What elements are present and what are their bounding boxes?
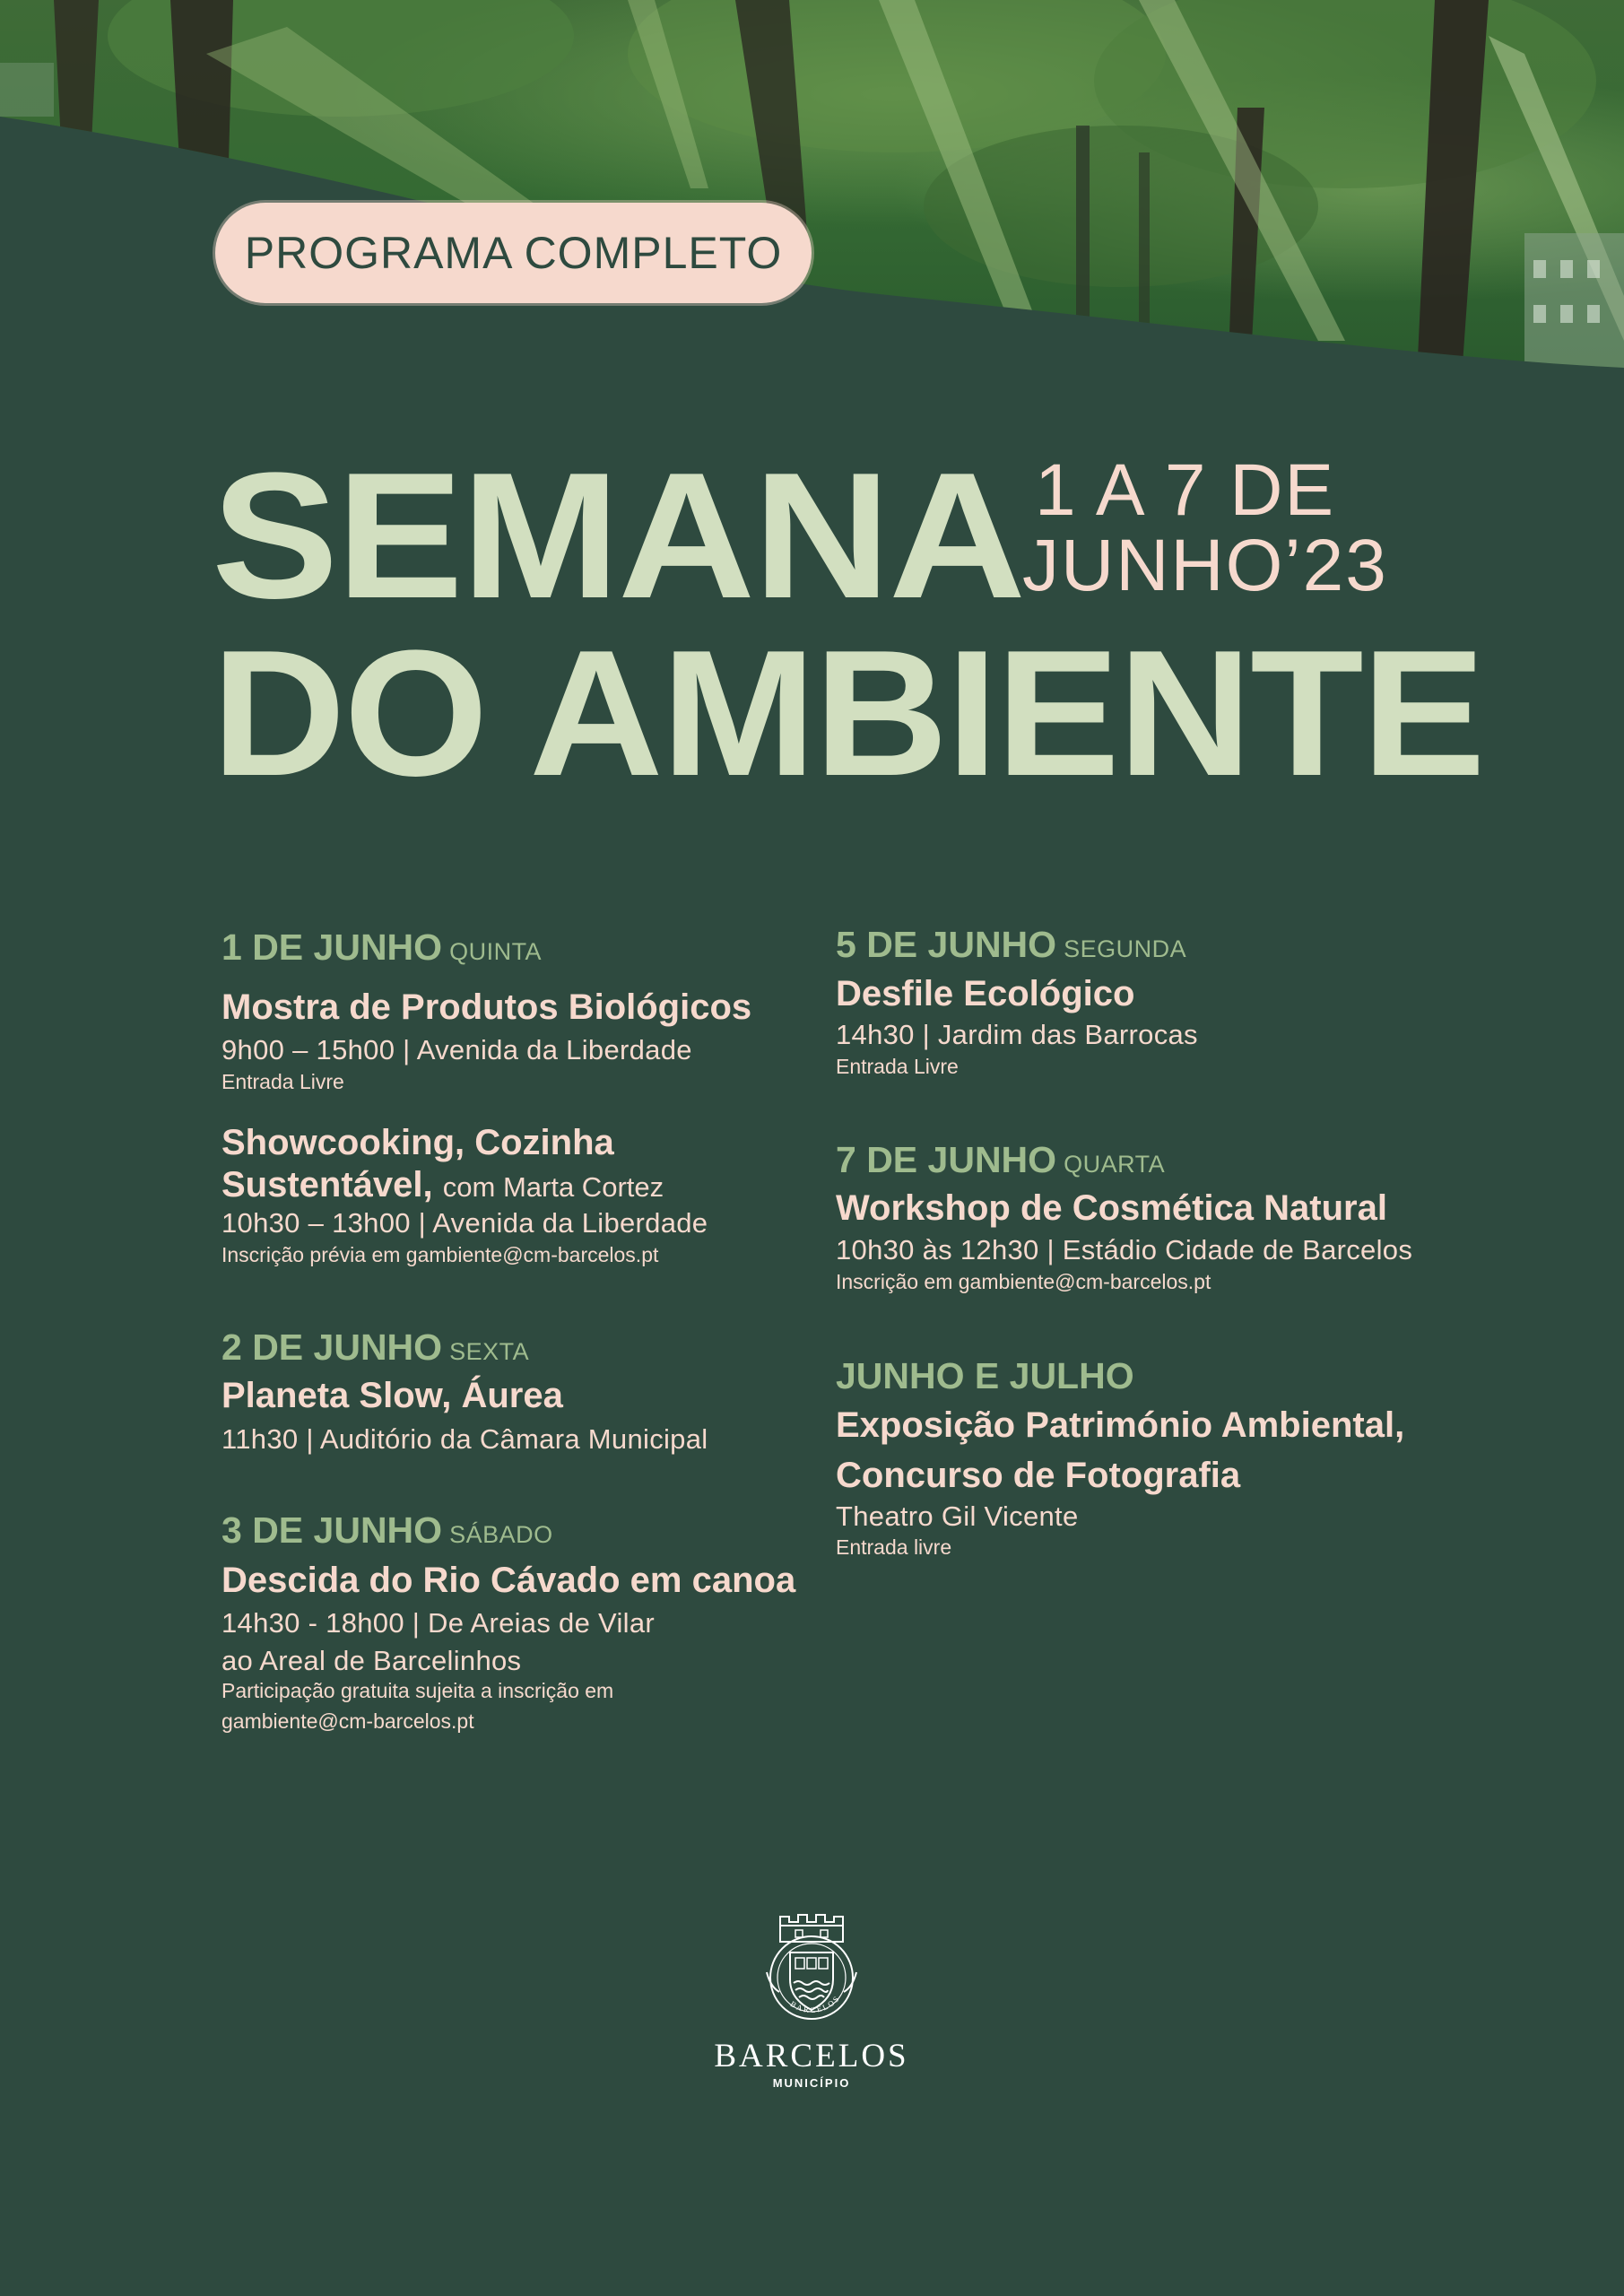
event-info: 9h00 – 15h00 | Avenida da Liberdade <box>221 1034 692 1065</box>
event-title: Exposição Património Ambiental, <box>836 1405 1405 1445</box>
event-title: Mostra de Produtos Biológicos <box>221 987 752 1027</box>
dates-line-2: JUNHO’23 <box>1022 524 1388 606</box>
dates-line-1: 1 A 7 DE <box>1035 449 1336 531</box>
day-heading <box>221 1326 530 1368</box>
barcelos-coat-of-arms <box>708 1906 915 2031</box>
day-date: 7 DE JUNHO <box>836 1139 1057 1180</box>
day-weekday: SEXTA <box>449 1338 530 1365</box>
day-date: 3 DE JUNHO <box>221 1509 443 1551</box>
logo-ring-text: BARCELOS <box>788 1993 842 2015</box>
event-title: Planeta Slow, Áurea <box>221 1376 563 1415</box>
logo-subtitle: MUNICÍPIO <box>772 2076 851 2090</box>
day-heading <box>836 926 1186 963</box>
event-note: Inscrição em gambiente@cm-barcelos.pt <box>836 1270 1211 1293</box>
event-dates <box>1022 449 1388 606</box>
event-title: Desfile Ecológico <box>836 974 1135 1013</box>
event-note: Entrada Livre <box>836 1055 959 1078</box>
event-note: Participação gratuita sujeita a inscrição em <box>221 1679 614 1702</box>
event-title: Workshop de Cosmética Natural <box>836 1188 1387 1228</box>
title-line-2: DO AMBIENTE <box>212 613 1484 813</box>
event-info: Theatro Gil Vicente <box>836 1500 1079 1532</box>
day-date: 1 DE JUNHO <box>221 926 443 968</box>
day-weekday: SEGUNDA <box>1064 935 1187 962</box>
event-info: 11h30 | Auditório da Câmara Municipal <box>221 1423 708 1455</box>
event-title-line-2 <box>221 1167 664 1203</box>
title-line-1: SEMANA <box>212 436 1024 636</box>
event-info: 14h30 | Jardim das Barrocas <box>836 1019 1198 1050</box>
day-date: JUNHO E JULHO <box>836 1355 1134 1396</box>
event-info: 10h30 – 13h00 | Avenida da Liberdade <box>221 1207 708 1239</box>
programa-completo-badge <box>215 203 812 303</box>
event-info: 10h30 às 12h30 | Estádio Cidade de Barcelos <box>836 1234 1413 1265</box>
day-date: 2 DE JUNHO <box>221 1326 443 1368</box>
event-info: ao Areal de Barcelinhos <box>221 1645 522 1676</box>
badge-label: PROGRAMA COMPLETO <box>244 228 783 278</box>
event-note: Entrada Livre <box>221 1070 344 1093</box>
logo-name: BARCELOS <box>714 2038 909 2074</box>
event-note: gambiente@cm-barcelos.pt <box>221 1709 474 1733</box>
day-heading <box>836 1139 1166 1180</box>
day-date: 5 DE JUNHO <box>836 924 1057 965</box>
event-info: 14h30 - 18h00 | De Areias de Vilar <box>221 1607 655 1639</box>
event-guest: com Marta Cortez <box>442 1171 664 1203</box>
day-weekday: QUINTA <box>449 938 543 965</box>
day-weekday: SÁBADO <box>449 1521 553 1548</box>
day-weekday: QUARTA <box>1064 1151 1166 1178</box>
event-title-text: Sustentável, <box>221 1165 433 1205</box>
day-heading <box>221 1509 553 1551</box>
day-heading <box>836 1355 1134 1396</box>
event-title: Descida do Rio Cávado em canoa <box>221 1561 796 1600</box>
day-heading <box>221 926 543 968</box>
event-title: Concurso de Fotografia <box>836 1456 1241 1495</box>
forest-photo <box>0 0 1624 377</box>
event-note: Entrada livre <box>836 1535 952 1559</box>
event-note: Inscrição prévia em gambiente@cm-barcelos.pt <box>221 1243 659 1266</box>
event-title: Showcooking, Cozinha <box>221 1123 614 1162</box>
